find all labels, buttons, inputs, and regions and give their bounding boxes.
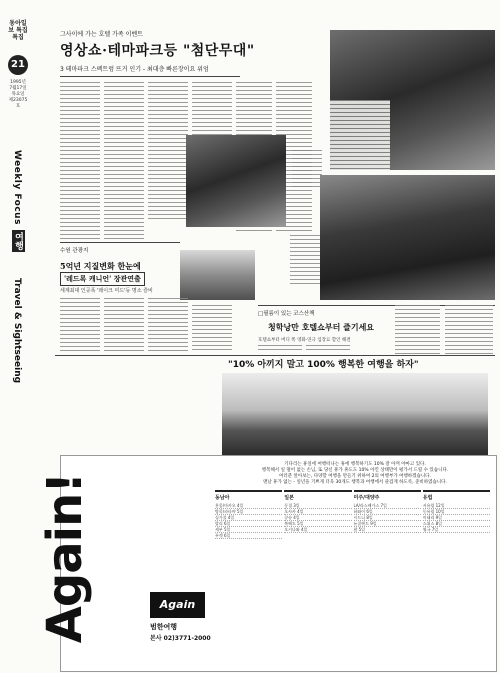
date-line-year: 1995년 bbox=[10, 80, 26, 85]
canyon-photo bbox=[180, 250, 255, 300]
tour-item: 방콕/파타야 5일 bbox=[215, 509, 282, 515]
tour-item: 뉴질랜드 9일 bbox=[354, 521, 421, 527]
article3-text-col1 bbox=[258, 345, 302, 353]
tour-item: 홍콩/마카오 4일 bbox=[215, 503, 282, 509]
tour-item: 시드니 8일 bbox=[354, 515, 421, 521]
article1-rule bbox=[60, 76, 240, 77]
tour-item: 푸켓 6일 bbox=[215, 533, 282, 539]
tour-item: 발리 6일 bbox=[215, 521, 282, 527]
tour-column bbox=[423, 490, 490, 665]
tour-item: 세부 5일 bbox=[215, 527, 282, 533]
ad-copy-line: 여러분 알아보는, 다양할 여행을 만들기 위하여 2의 여행부가 여행하겠습니다. bbox=[279, 474, 431, 479]
ad-again-wordmark bbox=[37, 455, 100, 670]
article2-rule bbox=[60, 242, 180, 243]
tour-item: 영국 7일 bbox=[423, 527, 490, 533]
ad-again-text: Again! bbox=[37, 472, 94, 644]
tour-column bbox=[215, 490, 282, 665]
parade-photo-caption bbox=[292, 150, 322, 190]
tour-column-header: 일본 bbox=[284, 495, 294, 501]
brand-name: 범한여행 bbox=[150, 623, 178, 631]
issue-date bbox=[7, 80, 29, 110]
date-line-day: 7월17일 bbox=[9, 86, 27, 91]
tour-item: 괌 5일 bbox=[354, 527, 421, 533]
page-number-badge: 21 bbox=[8, 55, 28, 75]
tour-column-header: 유럽 bbox=[422, 495, 433, 501]
pirate-ship-photo bbox=[320, 175, 495, 300]
tour-item: 서유럽 12일 bbox=[423, 503, 490, 509]
tour-item: 오사카 4일 bbox=[284, 509, 351, 515]
article1-text-col1 bbox=[60, 82, 100, 242]
article2-kicker: 수원 관광지 bbox=[60, 248, 89, 254]
article2-headline: 5억년 지질변화 한눈에 bbox=[60, 261, 141, 271]
article3-headline: 청학낭만 호텔쇼부터 즐기세요 bbox=[268, 322, 375, 332]
tour-price-grid bbox=[215, 490, 490, 665]
article1-subhead: 3 테마파크 스펙트럼 뜨거 인기 - 최대층 빠른장이요 위엄 bbox=[60, 66, 209, 73]
section-travel-en-label: Travel & Sightseeing bbox=[12, 278, 22, 384]
article1-headline: 영상쇼·테마파크등 "첨단무대" bbox=[60, 43, 255, 59]
date-line-weekday: 목요일 bbox=[11, 92, 25, 97]
article2-text-col1 bbox=[60, 298, 100, 353]
article2-text-col2 bbox=[104, 298, 144, 353]
article2-headline-box: '레드록 캐니언' 장관연출 bbox=[60, 272, 145, 286]
article2-sub: 세계최대 인공폭 '레이크 미드'등 명소 즐비 bbox=[60, 288, 153, 294]
tour-item: 싱가폴 4일 bbox=[215, 515, 282, 521]
tour-item: 이태리 9일 bbox=[423, 515, 490, 521]
date-line-issue: 제23075호 bbox=[8, 98, 28, 109]
article2-text-col4 bbox=[192, 305, 232, 353]
article3-sub: 호텔쇼부터 버디 쪽 영화·연극 입장료 할인 해결 bbox=[258, 338, 351, 343]
tour-column-header: 동남아 bbox=[215, 495, 230, 501]
ad-copy bbox=[225, 462, 485, 486]
ad-top-rule bbox=[55, 355, 495, 356]
tour-item: 북해도 5일 bbox=[284, 521, 351, 527]
tour-item: 큐슈 4일 bbox=[284, 515, 351, 521]
tour-column bbox=[284, 490, 351, 665]
article3-text-col4 bbox=[445, 305, 493, 355]
article1-kicker: 그사이에 가는 호텔 가족 이벤트 bbox=[60, 31, 143, 38]
tour-column-header: 미주/대양주 bbox=[353, 495, 380, 501]
tour-item: 동경 3일 bbox=[284, 503, 351, 509]
tour-item: 하와이 6일 bbox=[354, 509, 421, 515]
article1-text-col2 bbox=[104, 82, 144, 242]
ad-copy-line: 행복해서 일 떨어 없는 손님, 또 당신 휴가 휴도도 10% 아낀 상태만이 평가서 드릴 수 있습니다. bbox=[261, 468, 449, 473]
ad-copy-line: 기다리는 휴일에 여행떠나는 휴에 행복하기도 10% 잘 아껴 야마고 있다. bbox=[284, 462, 426, 467]
tour-item: 스위스 8일 bbox=[423, 521, 490, 527]
section-travel-label: 여행 bbox=[13, 232, 23, 250]
article3-text-col3 bbox=[395, 305, 440, 355]
ad-copy-line: 맨날 휴가 없는 - 일년을 기쁘게 더욱 30개도 행복과 여행에서 즐겁게 하도록, 준비하였습니다. bbox=[263, 480, 447, 485]
article3-text-col2 bbox=[306, 345, 350, 353]
ad-headline: "10% 아끼지 말고 100% 행복한 여행을 하자" bbox=[228, 360, 419, 370]
ship-photo-caption bbox=[290, 235, 320, 285]
paper-masthead: 동아일보 특집특집 bbox=[8, 20, 28, 41]
article2-text-col3 bbox=[148, 298, 188, 353]
article3-kicker: □필름이 있는 코스산책 bbox=[258, 311, 315, 317]
phone-number: 본사 02)3771-2000 bbox=[150, 635, 211, 642]
hotel-photo-caption bbox=[330, 100, 390, 170]
ad-landscape-photo bbox=[222, 373, 488, 455]
again-logo: Again bbox=[150, 592, 205, 618]
tour-column bbox=[354, 490, 421, 665]
article1-text-col3 bbox=[148, 82, 188, 222]
tour-item: 오키나와 4일 bbox=[284, 527, 351, 533]
parade-photo bbox=[186, 135, 286, 227]
tour-item: 동유럽 10일 bbox=[423, 509, 490, 515]
tour-item: LA/라스베가스 7일 bbox=[354, 503, 421, 509]
section-weekly-label: Weekly Focus bbox=[12, 150, 22, 225]
